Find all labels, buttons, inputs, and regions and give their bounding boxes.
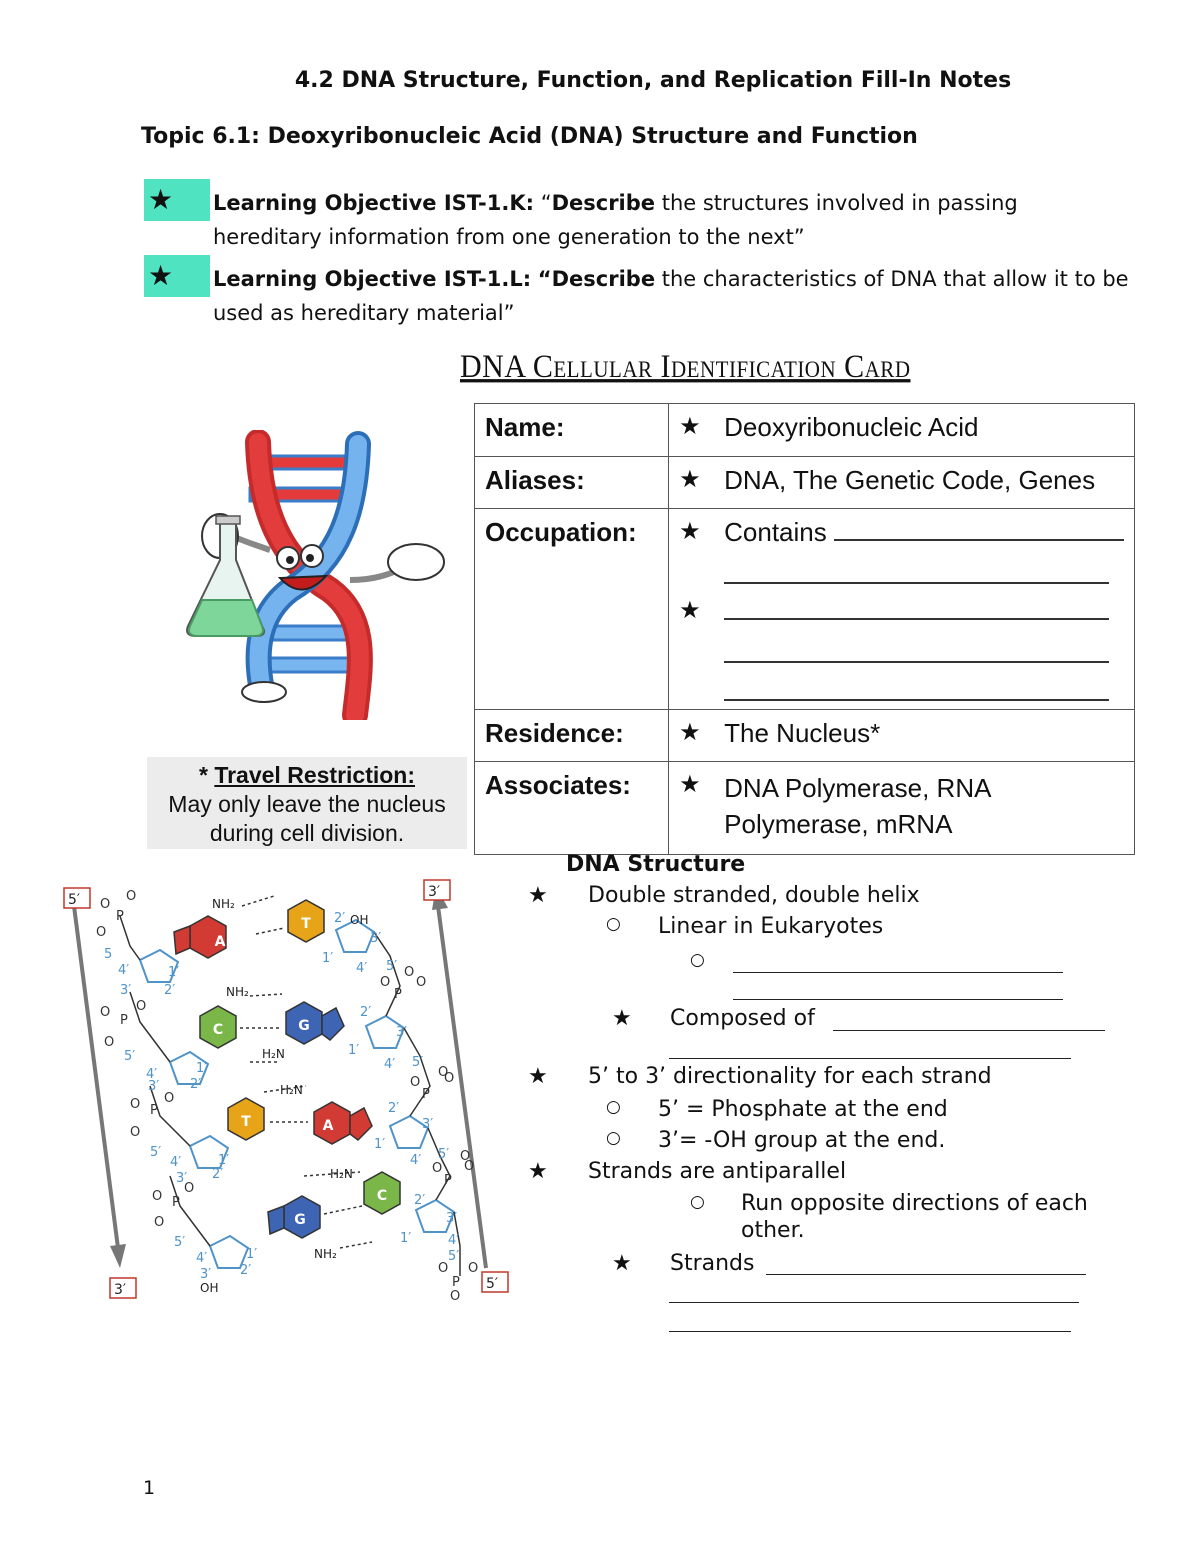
- circle-bullet-icon: ○: [606, 1097, 621, 1117]
- star-icon: ★: [679, 518, 701, 545]
- svg-text:P: P: [120, 1013, 128, 1028]
- base-label: C: [212, 1022, 224, 1038]
- row-value: Deoxyribonucleic Acid: [724, 412, 979, 442]
- learning-objective-1: [213, 186, 1133, 254]
- star-icon: ★: [679, 413, 701, 440]
- atom-label: OH: [350, 913, 369, 927]
- row-value: The Nucleus*: [724, 718, 881, 748]
- row-value-cell: [669, 762, 1135, 855]
- svg-text:4′: 4′: [356, 961, 368, 976]
- svg-text:1′: 1′: [348, 1043, 360, 1058]
- svg-text:O: O: [438, 1261, 449, 1276]
- svg-text:O: O: [104, 1035, 115, 1050]
- svg-text:O: O: [450, 1289, 461, 1304]
- svg-text:O: O: [136, 999, 147, 1014]
- base-label: T: [301, 916, 311, 932]
- star-icon: ★: [144, 179, 210, 221]
- svg-text:3′: 3′: [422, 1117, 434, 1132]
- svg-text:5′: 5′: [448, 1249, 460, 1264]
- star-icon: ★: [679, 719, 701, 746]
- atom-label: H₂N: [262, 1047, 285, 1061]
- svg-text:P: P: [452, 1275, 460, 1290]
- svg-text:O: O: [410, 1075, 421, 1090]
- star-bullet-icon: ★: [528, 1064, 548, 1089]
- svg-text:1′: 1′: [246, 1247, 258, 1262]
- svg-text:4′: 4′: [384, 1057, 396, 1072]
- svg-text:P: P: [172, 1195, 180, 1210]
- objective-label: Learning Objective IST-1.L:: [213, 267, 532, 291]
- row-label: Occupation:: [475, 509, 669, 710]
- row-label: Associates:: [475, 762, 669, 855]
- svg-text:O: O: [438, 1065, 449, 1080]
- atom-label: NH₂: [212, 897, 235, 911]
- star-bullet-icon: ★: [612, 1006, 632, 1031]
- blank-line[interactable]: [724, 639, 1109, 663]
- svg-text:2′: 2′: [360, 1005, 372, 1020]
- asterisk: *: [198, 762, 215, 788]
- base-label: A: [322, 1118, 334, 1134]
- bullet-text: Strands: [670, 1251, 755, 1276]
- circle-bullet-icon: ○: [690, 1192, 705, 1212]
- svg-text:1′: 1′: [218, 1153, 230, 1168]
- objective-label: Learning Objective IST-1.K:: [213, 191, 534, 215]
- svg-text:3′: 3′: [120, 983, 132, 998]
- bullet-text: 3’= -OH group at the end.: [658, 1128, 946, 1153]
- id-card-row: [475, 404, 1135, 457]
- blank-line[interactable]: [766, 1274, 1086, 1275]
- svg-text:O: O: [468, 1261, 479, 1276]
- bullet-text: Strands are antiparallel: [588, 1159, 847, 1184]
- svg-text:2′: 2′: [190, 1077, 202, 1092]
- objective-quote-open: “: [540, 191, 552, 215]
- objective-verb: Describe: [551, 191, 656, 215]
- svg-text:4′: 4′: [410, 1153, 422, 1168]
- row-value-cell: [669, 404, 1135, 457]
- svg-text:1′: 1′: [168, 965, 180, 980]
- svg-text:4′: 4′: [118, 963, 130, 978]
- end-label: 3′: [428, 884, 441, 900]
- svg-text:O: O: [460, 1149, 471, 1164]
- star-icon: ★: [679, 597, 701, 624]
- atom-label: NH₂: [314, 1247, 337, 1261]
- svg-text:3′: 3′: [396, 1025, 408, 1040]
- page-number: 1: [143, 1477, 156, 1499]
- star-icon: ★: [679, 771, 701, 798]
- id-card-row: [475, 457, 1135, 509]
- svg-text:2′: 2′: [388, 1101, 400, 1116]
- star-bullet-icon: ★: [528, 1159, 548, 1184]
- blank-line[interactable]: [833, 1030, 1105, 1031]
- bullet-text: Double stranded, double helix: [588, 883, 920, 908]
- blank-line[interactable]: [834, 517, 1124, 541]
- svg-text:1′: 1′: [196, 1061, 208, 1076]
- svg-text:O: O: [416, 975, 427, 990]
- svg-text:1′: 1′: [374, 1137, 386, 1152]
- objective-text: the characteristics of DNA that allow it to be used as hereditary material”: [213, 267, 1129, 325]
- blank-line[interactable]: [669, 1058, 1071, 1059]
- end-label: 5′: [68, 892, 81, 908]
- id-card-title: DNA Cellular Identification Card: [460, 348, 911, 385]
- svg-text:O: O: [184, 1181, 195, 1196]
- svg-text:5: 5: [104, 947, 113, 962]
- travel-restriction-box: [147, 757, 467, 849]
- svg-text:O: O: [444, 1071, 455, 1086]
- blank-line[interactable]: [669, 1302, 1079, 1303]
- id-card-row: [475, 762, 1135, 855]
- end-label: 5′: [486, 1276, 499, 1292]
- svg-text:2′: 2′: [334, 911, 346, 926]
- svg-text:O: O: [100, 1005, 111, 1020]
- svg-text:5′: 5′: [412, 1055, 424, 1070]
- svg-text:P: P: [444, 1173, 452, 1188]
- svg-text:1′: 1′: [400, 1231, 412, 1246]
- row-value: DNA, The Genetic Code, Genes: [724, 465, 1096, 495]
- page-title: 4.2 DNA Structure, Function, and Replication Fill-In Notes: [294, 68, 1012, 93]
- svg-text:O: O: [126, 889, 137, 904]
- bullet-text: Linear in Eukaryotes: [658, 914, 884, 939]
- svg-text:O: O: [152, 1189, 163, 1204]
- star-bullet-icon: ★: [528, 883, 548, 908]
- svg-text:P: P: [116, 909, 124, 924]
- svg-text:O: O: [96, 925, 107, 940]
- svg-text:O: O: [380, 975, 391, 990]
- id-card-table: [474, 403, 1135, 855]
- dna-structure-diagram: [60, 876, 510, 1304]
- row-value-cell: [669, 457, 1135, 509]
- svg-text:P: P: [422, 1087, 430, 1102]
- bullet-text: other.: [741, 1218, 805, 1243]
- svg-text:O: O: [130, 1097, 141, 1112]
- svg-text:2′: 2′: [212, 1167, 224, 1182]
- travel-restriction-text: May only leave the nucleus during cell division.: [168, 791, 446, 846]
- svg-text:1′: 1′: [322, 951, 334, 966]
- id-card-row: [475, 710, 1135, 762]
- svg-text:5′: 5′: [386, 959, 398, 974]
- base-label: A: [214, 934, 226, 950]
- blank-line[interactable]: [733, 972, 1063, 973]
- blank-line[interactable]: [733, 999, 1063, 1000]
- travel-restriction-heading: * Travel Restriction:: [198, 762, 416, 788]
- svg-text:P: P: [394, 987, 402, 1002]
- svg-text:5′: 5′: [438, 1147, 450, 1162]
- star-icon: ★: [679, 466, 701, 493]
- blank-line[interactable]: [669, 1331, 1071, 1332]
- bullet-text: 5’ to 3’ directionality for each strand: [588, 1064, 992, 1089]
- row-value-cell: [669, 710, 1135, 762]
- blank-line[interactable]: [724, 560, 1109, 584]
- star-icon: ★: [144, 255, 210, 297]
- base-label: G: [298, 1018, 310, 1034]
- circle-bullet-icon: ○: [606, 914, 621, 934]
- base-label: G: [294, 1212, 306, 1228]
- atom-label: NH₂: [226, 985, 249, 999]
- svg-text:2′: 2′: [164, 983, 176, 998]
- learning-objective-2: [213, 262, 1133, 330]
- bullet-text: 5’ = Phosphate at the end: [658, 1097, 948, 1122]
- row-value-cell: [669, 509, 1135, 710]
- row-value: DNA Polymerase, RNA Polymerase, mRNA: [724, 773, 991, 839]
- id-card-row: [475, 509, 1135, 710]
- svg-text:3′: 3′: [200, 1267, 212, 1282]
- objective-quote-open: “: [537, 267, 552, 291]
- bullet-text: Run opposite directions of each: [741, 1191, 1088, 1216]
- base-label: C: [376, 1188, 388, 1204]
- svg-text:3′: 3′: [446, 1211, 458, 1226]
- svg-text:3′: 3′: [176, 1171, 188, 1186]
- blank-line[interactable]: [724, 596, 1109, 620]
- svg-text:O: O: [130, 1125, 141, 1140]
- notes-heading: DNA Structure: [566, 852, 746, 877]
- svg-text:P: P: [150, 1103, 158, 1118]
- svg-text:5′: 5′: [124, 1049, 136, 1064]
- row-label: Aliases:: [475, 457, 669, 509]
- blank-line[interactable]: [724, 677, 1109, 701]
- svg-text:5′: 5′: [174, 1235, 186, 1250]
- circle-bullet-icon: ○: [690, 950, 705, 970]
- svg-text:O: O: [432, 1161, 443, 1176]
- svg-text:4′: 4′: [146, 1067, 158, 1082]
- dna-mascot-icon: [180, 430, 460, 720]
- svg-text:O: O: [404, 965, 415, 980]
- svg-text:4′: 4′: [170, 1155, 182, 1170]
- row-label: Residence:: [475, 710, 669, 762]
- svg-text:O: O: [464, 1159, 475, 1174]
- svg-text:2′: 2′: [240, 1263, 252, 1278]
- circle-bullet-icon: ○: [606, 1128, 621, 1148]
- base-label: T: [241, 1114, 251, 1130]
- svg-text:O: O: [154, 1215, 165, 1230]
- atom-label: H₂N: [330, 1167, 353, 1181]
- star-bullet-icon: ★: [612, 1251, 632, 1276]
- svg-text:O: O: [164, 1091, 175, 1106]
- svg-text:2′: 2′: [414, 1193, 426, 1208]
- bullet-text: Composed of: [670, 1006, 815, 1031]
- atom-label: H₂N: [280, 1083, 303, 1097]
- svg-text:4′: 4′: [448, 1233, 460, 1248]
- svg-text:3′: 3′: [148, 1079, 160, 1094]
- row-value: Contains: [724, 517, 827, 547]
- topic-heading: Topic 6.1: Deoxyribonucleic Acid (DNA) Structure and Function: [141, 124, 918, 149]
- svg-text:O: O: [100, 897, 111, 912]
- objective-text: the structures involved in passing hereditary information from one generation to the next”: [213, 191, 1018, 249]
- atom-label: OH: [200, 1281, 219, 1295]
- svg-text:3′: 3′: [370, 931, 382, 946]
- end-label: 3′: [114, 1282, 127, 1298]
- row-label: Name:: [475, 404, 669, 457]
- objective-verb: Describe: [551, 267, 656, 291]
- svg-text:4′: 4′: [196, 1251, 208, 1266]
- svg-text:5′: 5′: [150, 1145, 162, 1160]
